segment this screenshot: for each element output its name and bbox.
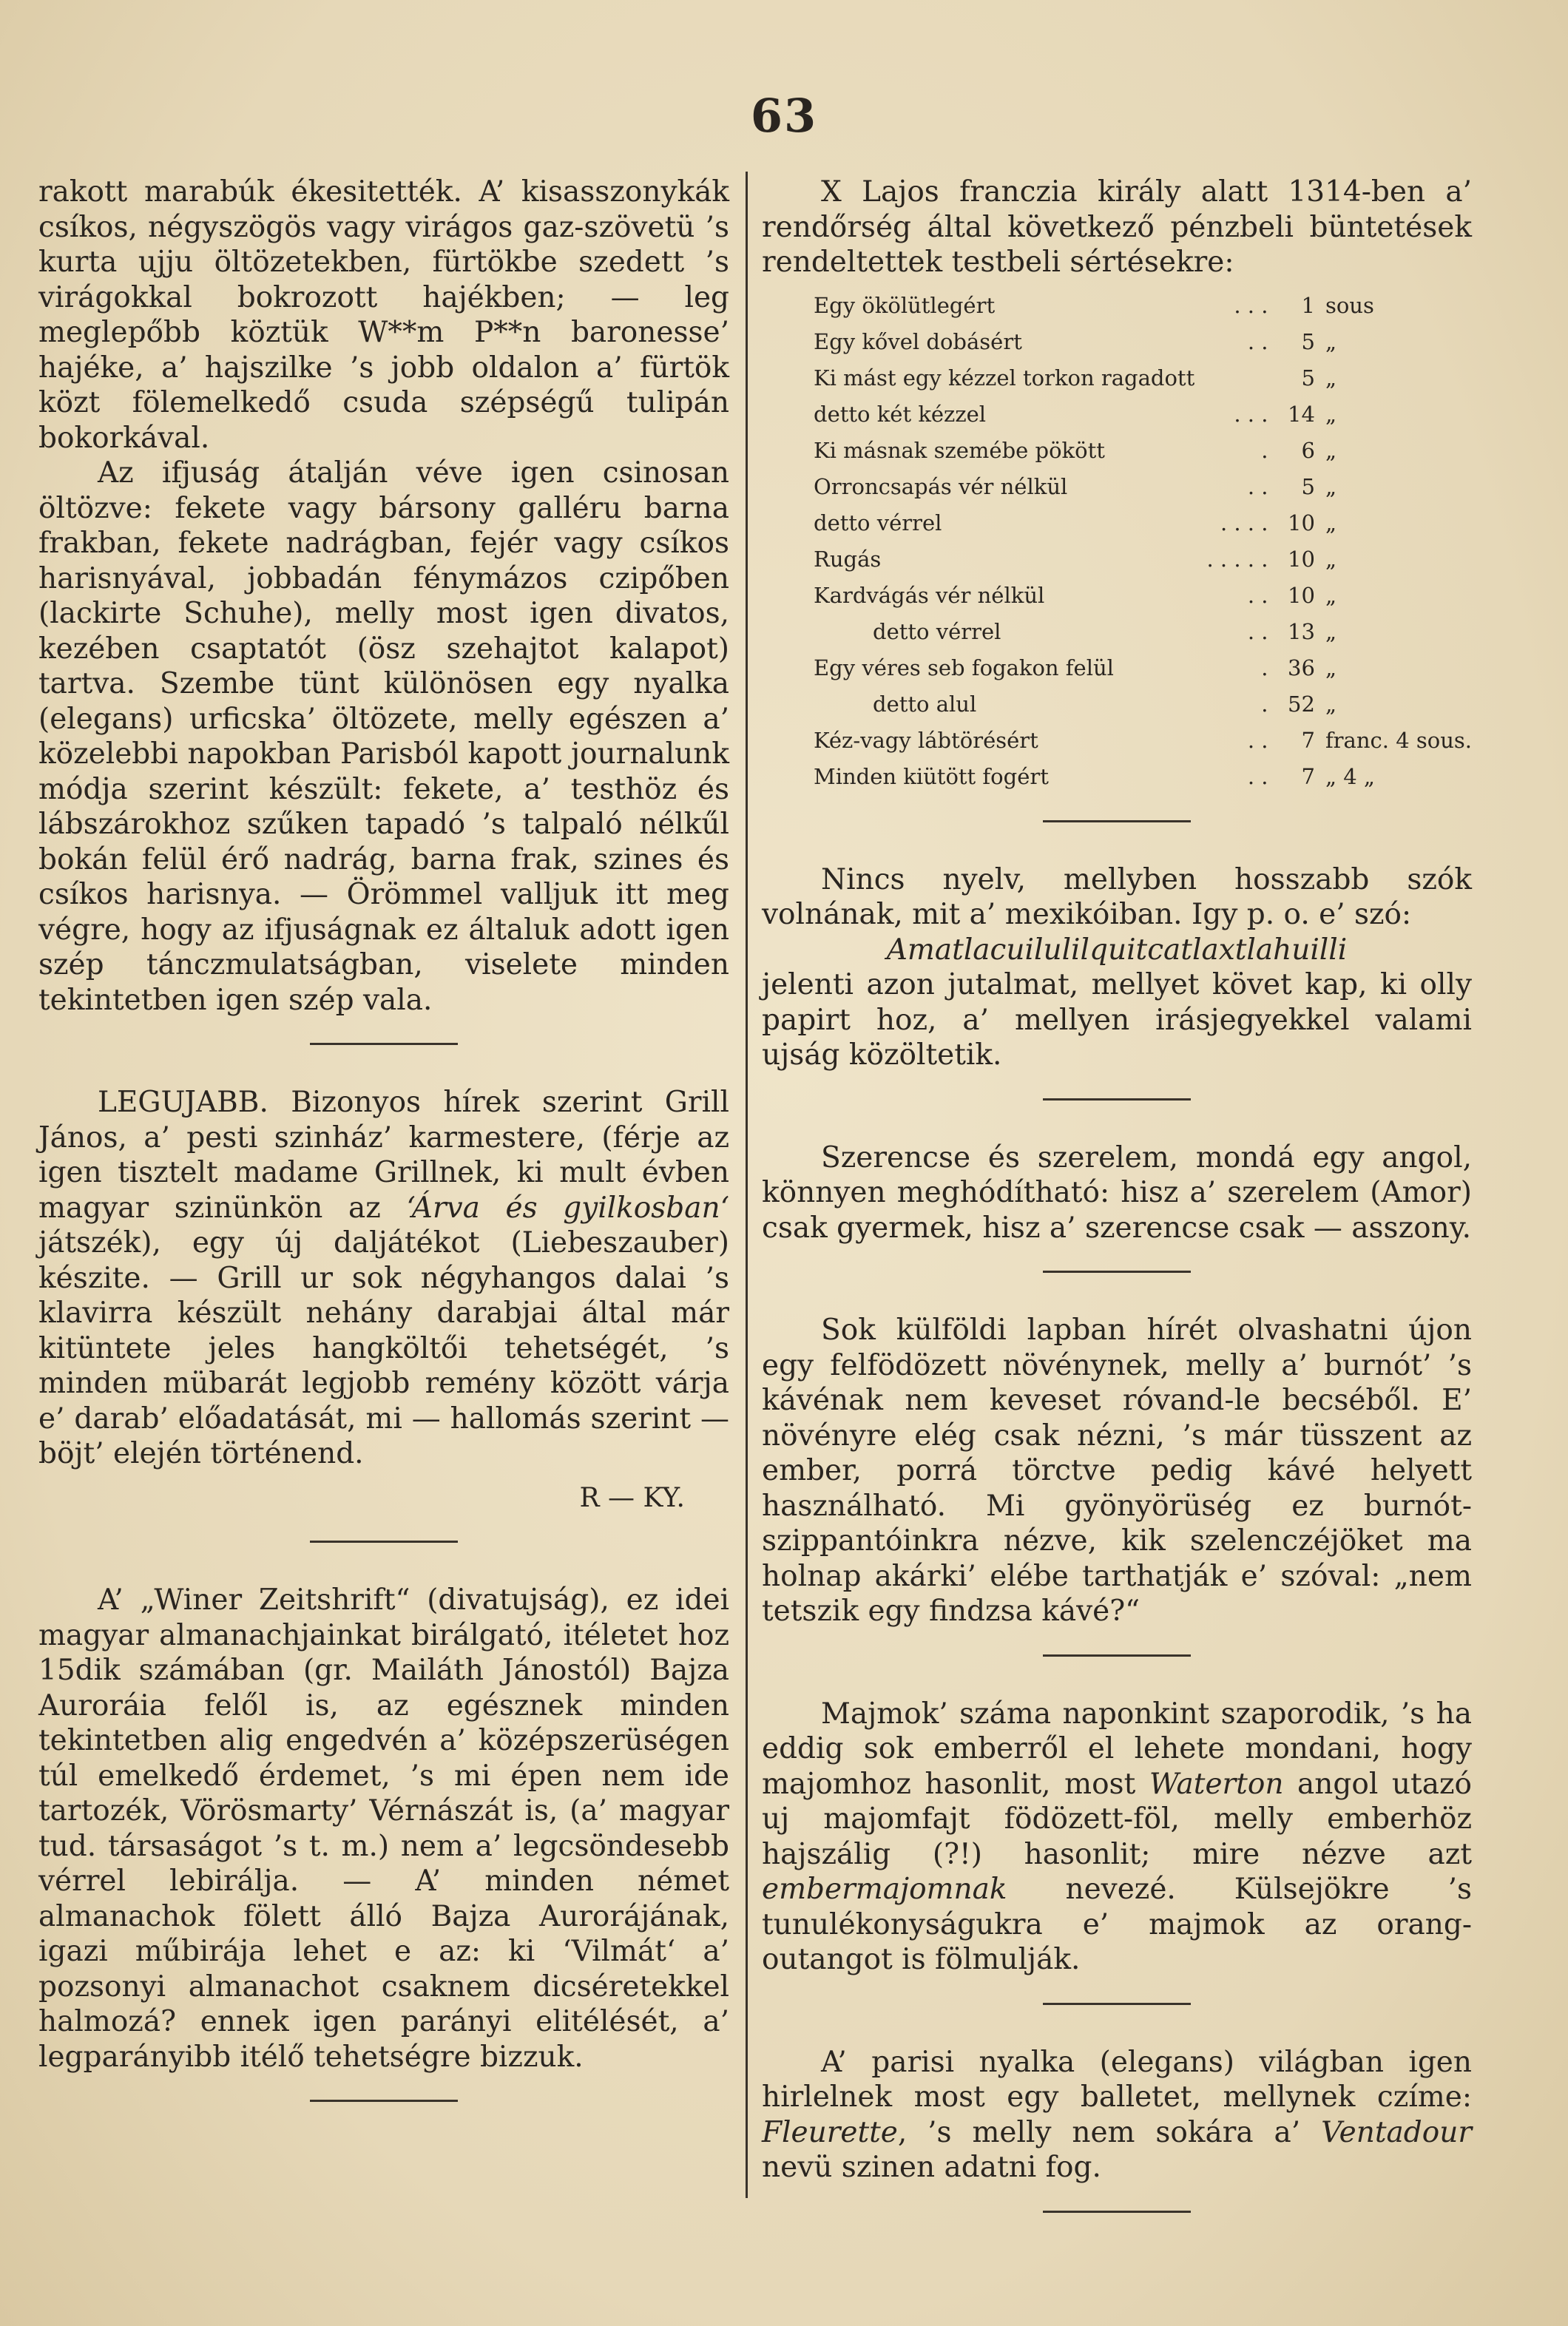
fine-dots: . .	[1247, 582, 1268, 608]
apes-text-c: nevezé. Külsejökre ’s tunulékonyságukra e’ majmok az orang-outangot is fölmulják.	[762, 1873, 1472, 1976]
paragraph-legujabb	[38, 1085, 729, 1472]
fine-item: Kéz-vagy lábtörésért	[814, 727, 1038, 753]
fine-row	[814, 686, 1472, 723]
fine-unit: „	[1325, 582, 1336, 608]
fine-amount: 14	[1288, 401, 1315, 427]
fine-row	[814, 650, 1472, 686]
fine-item: Egy kővel dobásért	[814, 328, 1022, 354]
fine-item: detto két kézzel	[814, 401, 987, 427]
fine-amount: 10	[1288, 510, 1315, 535]
fine-dots: .	[1261, 655, 1268, 680]
fine-dots: . . .	[1234, 401, 1268, 427]
fine-dots: . . . .	[1220, 510, 1268, 535]
paragraph-youth-dress: Az ifjuság átalján véve igen csinosan öltözve: fekete vagy bársony galléru barna frakban, fekete nadrágban, fejér vagy csíkos harisnyával, jobbadán fénymázos czipőben (lackirte Schuhe), melly most igen divatos, kezében csaptatót (ösz szehajtot kalapot) tartva. Szembe tünt különösen egy nyalka (elegans) urficska’ öltözete, melly egészen a’ közelebbi napokban Parisból kapott journalunk módja szerint készült: fekete, a’ testhöz és lábszárokhoz szűken tapadó ’s talpaló nélkűl bokán felül érő nadrág, barna frak, szines és csíkos harisnya. — Örömmel valljuk itt meg végre, hogy az ifjuságnak ez általuk adott igen szép tánczmulatságban, viselete minden tekintetben igen szép vala.	[38, 456, 729, 1017]
paragraph-plant: Sok külföldi lapban hírét olvashatni újon egy felfödözett növénynek, melly a’ burnót’ ’s kávénak nem keveset róvand-le becséből. E’ növényre elég csak nézni, ’s már tüsszent az ember, porrá törctve pedig kávé helyett használható. Mi gyönyörüség ez burnót-szippantóinkra nézve, kik szelenczéjöket ma holnap akárki’ elébe tarthatják e’ szóval: „nem tetszik egy findzsa kávé?“	[762, 1314, 1472, 1628]
fine-dots: . .	[1247, 618, 1268, 644]
fine-amount: 1	[1301, 292, 1315, 318]
ballet-text-c: nevü szinen adatni fog.	[762, 2151, 1101, 2184]
fine-item: Egy ökölütlegért	[814, 292, 996, 318]
fine-dots: . .	[1247, 763, 1268, 789]
fine-amount: 6	[1301, 437, 1315, 463]
fine-row	[814, 759, 1472, 795]
fine-row	[814, 396, 1472, 433]
paragraph-mexican-a: Nincs nyelv, mellyben hosszabb szók volnának, mit a’ mexikóiban. Igy p. o. e’ szó:	[762, 862, 1472, 931]
fine-row	[814, 360, 1472, 396]
right-column	[762, 175, 1472, 2253]
fine-amount: 7	[1301, 763, 1315, 789]
fine-row	[814, 505, 1472, 541]
fine-row	[814, 614, 1472, 650]
fine-amount: 5	[1301, 473, 1315, 499]
fine-item: detto vérrel	[814, 510, 942, 535]
fine-item: Minden kiütött fogért	[814, 763, 1049, 789]
fine-item: Ki másnak szemébe pökött	[814, 437, 1105, 463]
paragraph-fines-intro: X Lajos franczia király alatt 1314-ben a’ rendőrség által következő pénzbeli büntetések rendeltettek testbeli sértésekre:	[762, 175, 1472, 279]
fine-dots: . .	[1247, 328, 1268, 354]
fine-row	[814, 723, 1472, 759]
fine-item: Rugás	[814, 546, 882, 572]
apes-text-b: angol utazó uj majomfajt födözett-föl, melly emberhöz hajszálig (?!) hasonlit; mire nézve azt	[762, 1767, 1472, 1871]
ballet-text-b: , ’s melly nem sokára a’	[897, 2115, 1322, 2149]
fine-dots: . . . . .	[1206, 546, 1268, 572]
paragraph-apes	[762, 1697, 1472, 1978]
fine-amount: 10	[1288, 582, 1315, 608]
mexican-long-word: Amatlacuilulilquitcatlaxtlahuilli	[886, 933, 1348, 967]
opera-title: ‘Árva és gyilkosban‘	[406, 1191, 730, 1225]
legujabb-text-a: Bizonyos hírek szerint Grill János, a’ pesti szinház’ karmestere, (férje az igen tisztelt madame Grillnek, ki mult évben magyar szinünkön az	[38, 1086, 729, 1225]
apes-text-a: Majmok’ száma naponkint szaporodik, ’s ha eddig sok emberről el lehete mondani, hogy majomhoz hasonlit, most	[762, 1697, 1472, 1801]
ape-term: embermajomnak	[762, 1873, 1007, 1906]
section-divider	[310, 2100, 458, 2102]
fine-dots: . . .	[1234, 292, 1268, 318]
fine-amount: 10	[1288, 546, 1315, 572]
section-divider	[1043, 2211, 1191, 2213]
fine-row	[814, 288, 1472, 324]
ballet-title: Fleurette	[762, 2115, 898, 2149]
fine-dots: . .	[1247, 727, 1268, 753]
legujabb-heading: LEGUJABB.	[98, 1086, 268, 1119]
fine-unit: „	[1325, 618, 1336, 644]
author-signature: R — KY.	[579, 1482, 685, 1513]
left-column	[38, 175, 729, 2142]
fine-row	[814, 324, 1472, 360]
ballet-text-a: A’ parisi nyalka (elegans) világban igen hirlelnek most egy balletet, mellynek czíme:	[762, 2045, 1472, 2114]
paragraph-mexican-b: jelenti azon jutalmat, mellyet követ kap, ki olly papirt hoz, a’ mellyen irásjegyekkel valami ujság közöltetik.	[762, 968, 1472, 1072]
theatre-name: Ventadour	[1321, 2115, 1472, 2149]
section-divider	[1043, 1271, 1191, 1273]
fine-unit: „ 4 „	[1325, 763, 1375, 789]
section-divider	[310, 1541, 458, 1543]
traveler-name: Waterton	[1149, 1767, 1284, 1801]
fine-unit: „	[1325, 328, 1336, 354]
fine-unit: „	[1325, 401, 1336, 427]
fine-unit: franc. 4 sous.	[1325, 727, 1472, 753]
fine-amount: 7	[1301, 727, 1315, 753]
fine-amount: 5	[1301, 365, 1315, 391]
fines-table	[814, 288, 1472, 795]
paragraph-ball-dress: rakott marabúk ékesitették. A’ kisasszonykák csíkos, négyszögös vagy virágos gaz-szövetü ’s kurta ujju öltözetekben, fürtökbe szedett ’s virágokkal bokrozott hajékben; — leg meglepőbb köztük W**m P**n baronesse’ hajéke, a’ hajszilke ’s jobb oldalon a’ fürtök közt fölemelkedő csuda szépségű tulipán bokorkával.	[38, 175, 729, 455]
paragraph-ballet	[762, 2045, 1472, 2185]
fine-unit: sous	[1325, 292, 1374, 318]
fine-amount: 13	[1288, 618, 1315, 644]
column-divider	[746, 172, 748, 2198]
fine-unit: „	[1325, 473, 1336, 499]
fine-unit: „	[1325, 691, 1336, 717]
fine-unit: „	[1325, 365, 1336, 391]
fine-dots	[1194, 360, 1283, 396]
fine-unit: „	[1325, 510, 1336, 535]
legujabb-text-b: játszék), egy új daljátékot (Liebeszauber) készite. — Grill ur sok négyhangos dalai ’s klavirra készült nehány darabjai által már kitüntete jeles hangköltői tehetségét, ’s minden mübarát legjobb remény között várja e’ darab’ előadatását, mi — hallomás szerint — böjt’ elején történend.	[38, 1226, 729, 1470]
fine-row	[814, 469, 1472, 505]
page-number: 63	[750, 89, 818, 143]
section-divider	[310, 1043, 458, 1045]
fine-amount: 52	[1288, 691, 1315, 717]
fine-item: Kardvágás vér nélkül	[814, 582, 1045, 608]
section-divider	[1043, 1098, 1191, 1101]
fine-amount: 36	[1288, 655, 1315, 680]
section-divider	[1043, 1654, 1191, 1657]
fine-unit: „	[1325, 546, 1336, 572]
fine-item: Egy véres seb fogakon felül	[814, 655, 1114, 680]
section-divider	[1043, 820, 1191, 822]
fine-item: detto vérrel	[873, 618, 1001, 644]
fine-dots: . .	[1247, 473, 1268, 499]
fine-dots: .	[1261, 691, 1268, 717]
fine-unit: „	[1325, 437, 1336, 463]
fine-item: Ki mást egy kézzel torkon ragadott	[814, 365, 1195, 391]
fine-amount: 5	[1301, 328, 1315, 354]
paragraph-zeitschrift: A’ „Winer Zeitshrift“ (divatujság), ez idei magyar almanachjainkat birálgató, itéletet hoz 15dik számában (gr. Mailáth Jánostól) Bajza Auroráia felől is, az egésznek minden tekintetben alig engedvén a’ középszerüségen túl emelkedő érdemet, ’s mi épen nem ide tartozék, Vörösmarty’ Vérnászát is, (a’ magyar tud. társaságot ’s t. m.) nem a’ legcsöndesebb vérrel lebirálja. — A’ minden német almanachok fölett álló Bajza Aurorájának, igazi műbirája lehet e az: ki ‘Vilmát‘ a’ pozsonyi almanachot csaknem dicséretekkel halmozá? ennek igen parányi elitélését, a’ legparányibb itélő tehetségre bizzuk.	[38, 1583, 729, 2074]
paragraph-luck-love: Szerencse és szerelem, mondá egy angol, könnyen meghódítható: hisz a’ szerelem (Amor) csak gyermek, hisz a’ szerencse csak — asszony.	[762, 1140, 1472, 1245]
fine-row	[814, 433, 1472, 469]
fine-item: Orroncsapás vér nélkül	[814, 473, 1068, 499]
fine-row	[814, 578, 1472, 614]
section-divider	[1043, 2003, 1191, 2005]
fine-dots: .	[1261, 437, 1268, 463]
fine-row	[814, 541, 1472, 578]
fine-item: detto alul	[873, 691, 977, 717]
fine-unit: „	[1325, 655, 1336, 680]
